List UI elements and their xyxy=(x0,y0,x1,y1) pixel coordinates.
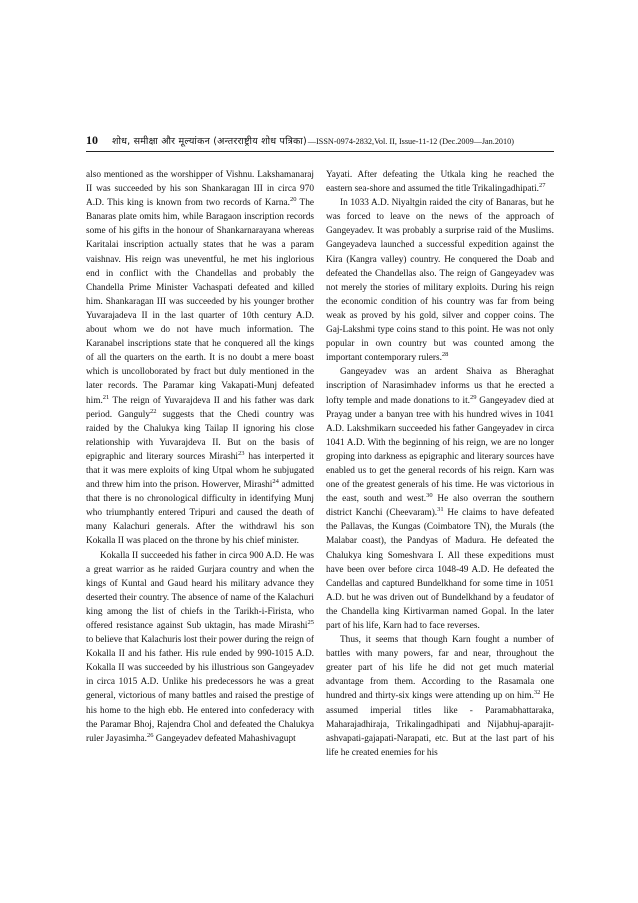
footnote-ref: 21 xyxy=(102,393,110,401)
footnote-ref: 27 xyxy=(539,182,546,189)
paragraph: Kokalla II succeeded his father in circa 900 A.D. He was a great warrior as he raided Gurjara country and when the kings of Kuntal and Gaud heard his military advance they deserted their country. The absence of name of the Kalachuri king among the list of chiefs in the Tarikh-i-Firista, who offered resistance against Sub uktagin, has made Mirashi$^{25}$ to believe that Kalachuris lost their power during the reign of Kokalla II and his father. His rule ended by 990-1015 A.D. Kokalla II was succeeded by his illustrious son Gangeyadev in circa 1015 A.D. Unlike his predecessors he was a great general, victorious of many battles and raised the prestige of his home to the high ebb. He entered into confederacy with the Paramar Bhoj, Rajendra Chol and defeated the Chalukya ruler Jayasimha.$^{26}$ Gangeyadev defeated Mahashivagupt xyxy=(86,550,314,744)
footnote-ref: 22 xyxy=(150,407,157,415)
footnote-ref: 30 xyxy=(426,492,433,500)
paragraph: Gangeyadev was an ardent Shaiva as Bheraghat inscription of Narasimhadev informs us that he erected a lofty temple and made donations to it.$^{29}$ Gangeyadev died at Prayag under a banyan tree with his hundred wives in 1041 A.D. Lakshmikarn succeeded his father Gangeyadev in circa 1041 A.D. With the beginning of his reign, we are no longer groping into darkness as epigraphic and literary sources have enabled us to get the general records of his reign. Karn was one of the greatest generals of his time. He was victorious in the east, south and west.$^{30}$ He also overran the southern district Kanchi (Cheevaram).$^{31}$ He claims to have defeated the Pallavas, the Kungas (Coimbatore TN), the Murals (the Malabar coast), the Pandyas of Madura. He defeated the Chalukya king Someshvara I. All these expeditions must have been over before circa 1048-49 A.D. He defeated the Candellas and captured Bundelkhand for some time in 1051 A.D. but he was driven out of Bundelkhand by a feudator of the Chandella king Kirtivarman named Gopal. In the later part of his life, Karn had to face reverses. xyxy=(326,367,555,631)
footnote-ref: 24 xyxy=(272,477,279,485)
footnote-ref: 25 xyxy=(307,618,314,626)
footnote-ref: 31 xyxy=(437,506,444,514)
journal-title-hindi: शोध, समीक्षा और मूल्यांकन (अन्तरराष्ट्रीय शोध पत्रिका) xyxy=(112,136,307,147)
footnote-ref: 23 xyxy=(237,449,245,457)
footnote-ref: 26 xyxy=(146,731,154,739)
footnote-ref: 29 xyxy=(469,393,477,401)
footnote-ref: 28 xyxy=(441,351,449,359)
running-header xyxy=(86,133,554,152)
paragraph: In 1033 A.D. Niyaltgin raided the city of Banaras, but he was forced to leave on the news of the approach of Gangeyadev. It was probably a surprise raid of the Muslims. Gangeyadeva launched a successful expedition against the Kira (Kangra valley) country. He conquered the Doab and defeated the Chandellas also. The reign of Gangeyadev was not merely the stories of military exploits. During his reign the economic condition of his country was far from being weak as proved by his gold, silver and copper coins. The Gaj-Lakshmi type coins stand to this point. He was not only popular in own country but was counted among the important contemporary rulers.$^{28}$ xyxy=(326,198,554,364)
right-column xyxy=(326,168,554,760)
page-number: 10 xyxy=(86,133,98,147)
journal-issn-volume: —ISSN-0974-2832,Vol. II, Issue-11-12 (Dec.2009—Jan.2010) xyxy=(307,137,514,146)
paragraph: Yayati. After defeating the Utkala king he reached the eastern sea-shore and assumed the title Trikalingadhipati.$^{27}$ xyxy=(326,170,554,195)
paragraph: Thus, it seems that though Karn fought a number of battles with many powers, far and near, throughout the greater part of his life he did not get much material advantage from them. According to the Rasamala one hundred and thirty-six kings were attending up on him.$^{32}$ He assumed imperial titles like - Paramabhattaraka, Maharajadhiraja, Trikalingadhipati and Nijabhuj-aparajit-ashvapati-gajapati-Narapati, etc. But at the last part of his life he created enemies for his xyxy=(326,635,554,758)
left-column xyxy=(86,168,314,760)
body-text xyxy=(86,168,554,760)
footnote-ref: 32 xyxy=(533,689,541,697)
paragraph: also mentioned as the worshipper of Vishnu. Lakshamanaraj II was succeeded by his son Shankaragan III in circa 970 A.D. This king is known from two records of Karna.$^{20}$ The Banaras plate omits him, while Baragaon inscription records some of his gifts in the honour of Shankarnarayana whereas Karitalai inscription actually states that he was a param vaishnav. His reign was uneventful, he met his inglorious end in conflict with the Chandellas and probably the Chandella Prime Minister Vachaspati defeated and killed him. Shankaragan III was succeeded by his younger brother Yuvarajadeva II in the last quarter of 10th century A.D. about whom we do not have much information. The Karanabel inscriptions state that he conquered all the kings of all the quarters on the earth. It is no doubt a mere boast which is uncolloborated by fract but duly mentioned in the later records. The Paramar king Vakapati-Munj defeated him.$^{21}$ The reign of Yuvarajdeva II and his father was dark period. Ganguly$^{22}$ suggests that the Chedi country was raided by the Chalukya king Tailap II ignoring his close relationship with Yuvarajdeva II. But on the basis of epigraphic and literary sources Mirashi$^{23}$ has interperted it that it was mere exploits of king Utpal whom he subjugated and threw him into the prison. Howerver, Mirashi$^{24}$ admitted that there is no chronological difficulty in identifying Munj who triumphantly entered Tripuri and caused the death of many Kalachuri generals. After the withdrawl his son Kokalla II was placed on the throne by his chief minister. xyxy=(86,170,315,547)
footnote-ref: 20 xyxy=(289,196,297,204)
